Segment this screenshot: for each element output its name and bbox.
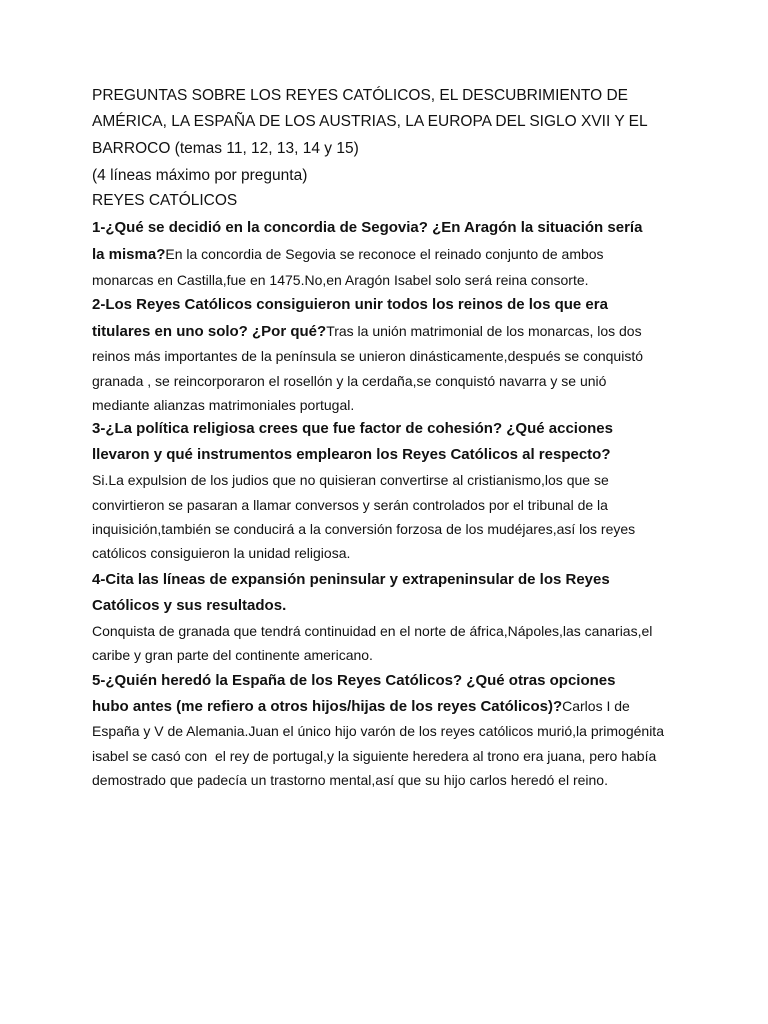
answer-text: En la concordia de Segovia se reconoce el reinado conjunto de ambos (165, 246, 604, 262)
answer-text: inquisición,también se conducirá a la conversión forzosa de los mudéjares,así los reyes (92, 521, 636, 537)
question-line (92, 245, 604, 264)
answer-text: Si.La expulsion de los judios que no quisieran convertirse al cristianismo,los que se (92, 472, 609, 488)
title-line: BARROCO (temas 11, 12, 13, 14 y 15) (92, 140, 359, 157)
answer-text: isabel se casó con el rey de portugal,y la siguiente heredera al trono era juana, pero había (92, 748, 657, 764)
title-line: PREGUNTAS SOBRE LOS REYES CATÓLICOS, EL DESCUBRIMIENTO DE (92, 87, 629, 104)
answer-text: monarcas en Castilla,fue en 1475.No,en Aragón Isabel solo será reina consorte. (92, 272, 589, 288)
question-text: la misma? (92, 246, 166, 263)
answer-text: mediante alianzas matrimoniales portugal. (92, 397, 355, 413)
question-text: 3-¿La política religiosa crees que fue factor de cohesión? ¿Qué acciones (92, 420, 613, 437)
question-text: hubo antes (me refiero a otros hijos/hijas de los reyes Católicos)? (92, 698, 563, 715)
answer-text: Tras la unión matrimonial de los monarcas, los dos (326, 323, 642, 339)
answer-text: Conquista de granada que tendrá continuidad en el norte de áfrica,Nápoles,las canarias,el (92, 623, 653, 639)
question-line (92, 697, 630, 716)
answer-text: granada , se reincorporaron el rosellón y la cerdaña,se conquistó navarra y se unió (92, 373, 607, 389)
question-text: 1-¿Qué se decidió en la concordia de Segovia? ¿En Aragón la situación sería (92, 219, 643, 236)
question-text: 4-Cita las líneas de expansión peninsular y extrapeninsular de los Reyes (92, 571, 610, 588)
section-heading: REYES CATÓLICOS (92, 192, 238, 209)
title-line: AMÉRICA, LA ESPAÑA DE LOS AUSTRIAS, LA EUROPA DEL SIGLO XVII Y EL (92, 113, 648, 130)
answer-text: reinos más importantes de la península se unieron dinásticamente,después se conquistó (92, 348, 643, 364)
answer-text: Carlos I de (562, 698, 630, 714)
question-text: llevaron y qué instrumentos emplearon los Reyes Católicos al respecto? (92, 446, 611, 463)
answer-text: católicos consiguieron la unidad religiosa. (92, 545, 351, 561)
question-text: Católicos y sus resultados. (92, 597, 287, 614)
answer-text: demostrado que padecía un trastorno mental,así que su hijo carlos heredó el reino. (92, 772, 608, 788)
question-text: titulares en uno solo? ¿Por qué? (92, 323, 327, 340)
answer-text: convirtieron se pasaran a llamar conversos y serán controlados por el tribunal de la (92, 497, 608, 513)
answer-text: caribe y gran parte del continente americano. (92, 647, 373, 663)
question-line (92, 322, 642, 341)
answer-text: España y V de Alemania.Juan el único hijo varón de los reyes católicos murió,la primogénita (92, 723, 664, 739)
question-text: 5-¿Quién heredó la España de los Reyes Católicos? ¿Qué otras opciones (92, 672, 616, 689)
instruction-note: (4 líneas máximo por pregunta) (92, 167, 308, 184)
question-text: 2-Los Reyes Católicos consiguieron unir todos los reinos de los que era (92, 296, 608, 313)
